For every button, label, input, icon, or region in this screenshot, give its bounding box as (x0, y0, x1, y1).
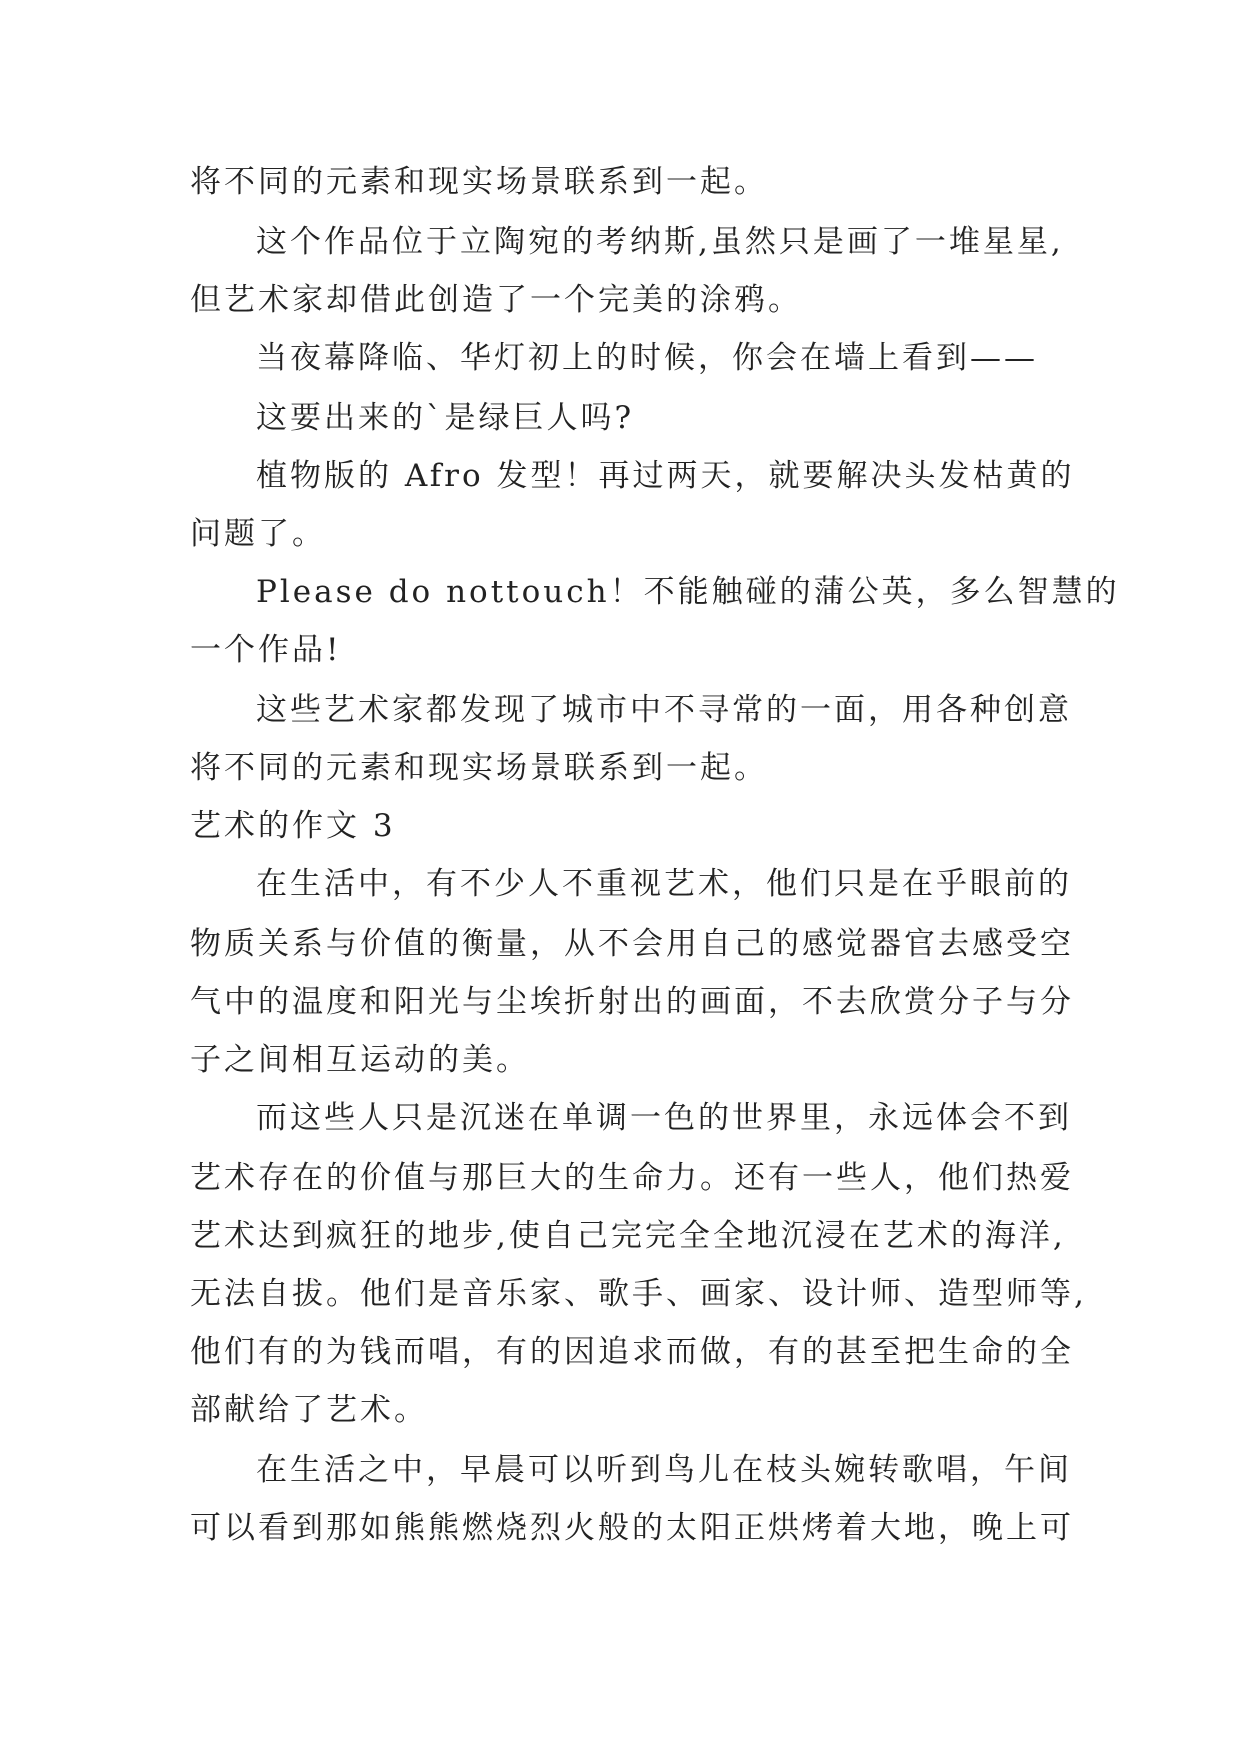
text-line: 将不同的元素和现实场景联系到一起。 (190, 750, 768, 786)
text-line: 在生活中，有不少人不重视艺术，他们只是在乎眼前的 (256, 866, 1072, 902)
text-line: 植物版的 Afro 发型！再过两天，就要解决头发枯黄的 (256, 458, 1075, 494)
text-line: 这些艺术家都发现了城市中不寻常的一面，用各种创意 (256, 692, 1072, 728)
text-line: 当夜幕降临、华灯初上的时候，你会在墙上看到—— (256, 340, 1038, 376)
text-line: 无法自拔。他们是音乐家、歌手、画家、设计师、造型师等, (190, 1276, 1087, 1312)
text-line: 问题了。 (190, 516, 326, 552)
text-line: 气中的温度和阳光与尘埃折射出的画面，不去欣赏分子与分 (190, 984, 1074, 1020)
text-line: 艺术达到疯狂的地步,使自己完完全全地沉浸在艺术的海洋, (190, 1218, 1066, 1254)
text-line: 物质关系与价值的衡量，从不会用自己的感觉器官去感受空 (190, 926, 1074, 962)
text-line: 可以看到那如熊熊燃烧烈火般的太阳正烘烤着大地，晚上可 (190, 1510, 1074, 1546)
text-line: 一个作品! (190, 632, 342, 668)
text-line: 艺术存在的价值与那巨大的生命力。还有一些人，他们热爱 (190, 1160, 1074, 1196)
text-line: 但艺术家却借此创造了一个完美的涂鸦。 (190, 282, 802, 318)
text-line: 这要出来的`是绿巨人吗? (256, 400, 635, 436)
text-line: Please do nottouch！不能触碰的蒲公英，多么智慧的 (256, 574, 1120, 610)
text-line: 而这些人只是沉迷在单调一色的世界里，永远体会不到 (256, 1100, 1072, 1136)
text-line: 子之间相互运动的美。 (190, 1042, 530, 1078)
text-line: 他们有的为钱而唱，有的因追求而做，有的甚至把生命的全 (190, 1334, 1074, 1370)
text-line: 部献给了艺术。 (190, 1392, 428, 1428)
text-line: 将不同的元素和现实场景联系到一起。 (190, 164, 768, 200)
section-heading: 艺术的作文 3 (190, 808, 396, 844)
text-line: 在生活之中，早晨可以听到鸟儿在枝头婉转歌唱，午间 (256, 1452, 1072, 1488)
text-line: 这个作品位于立陶宛的考纳斯,虽然只是画了一堆星星, (256, 224, 1064, 260)
